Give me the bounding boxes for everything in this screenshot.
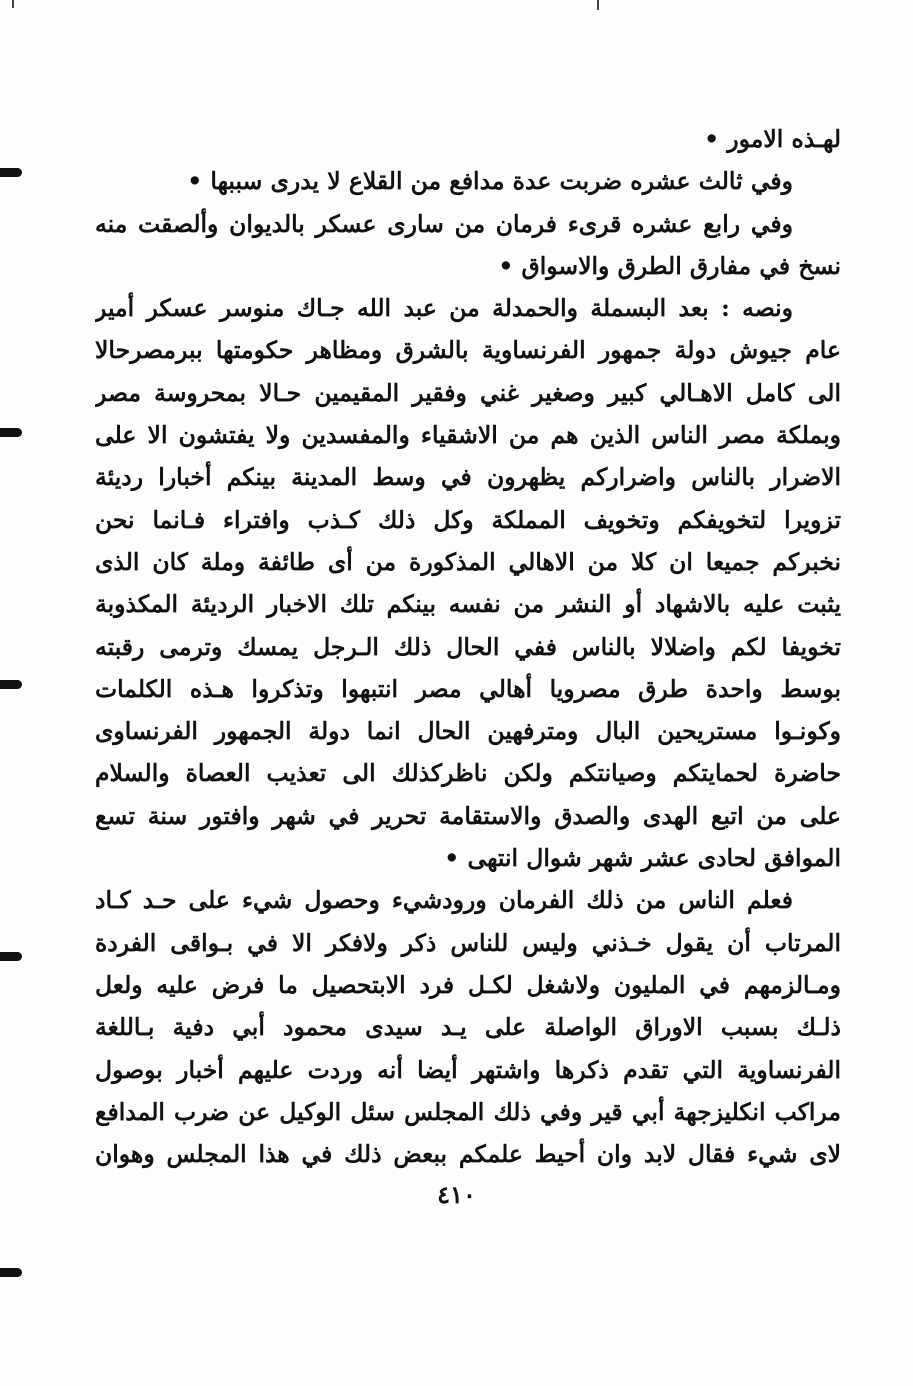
scan-artifact <box>597 0 599 10</box>
text-line: نسخ في مفارق الطرق والاسواق • <box>498 251 841 280</box>
scan-artifact <box>12 0 14 8</box>
text-line: حاضرة لحمايتكم وصيانتكم ولكن ناظركذلك الى تعذيب العصاة والسلام <box>95 759 841 788</box>
text-line: الفرنساوية التي تقدم ذكرها واشتهر أيضا أنه وردت عليهم أخبار بوصول <box>95 1055 841 1084</box>
body-text <box>95 118 841 1175</box>
text-line: تزويرا لتخويفكم وتخويف المملكة وكل ذلك كـذب وافتراء فـانما نحن <box>95 505 841 534</box>
text-line: ذلـك بسبب الاوراق الواصلة على يـد سيدى محمود أبي دفية بـاللغة <box>95 1013 841 1042</box>
text-line: المرتاب أن يقول خـذني وليس للناس ذكر ولافكر الا في بـواقى الفردة <box>95 928 841 957</box>
text-line: تخويفا لكم واضلالا بالناس ففي الحال ذلك الـرجل يمسك وترمى رقبته <box>95 632 841 661</box>
text-line: مراكب انكليزجهة أبي قير وفي ذلك المجلس سئل الوكيل عن ضرب المدافع <box>95 1097 841 1126</box>
binding-hole-mark <box>0 952 22 961</box>
text-line: الموافق لحادى عشر شهر شوال انتهى • <box>444 844 841 873</box>
text-line: عام جيوش دولة جمهور الفرنساوية بالشرق ومظاهر حكومتها ببرمصرحالا <box>95 336 841 365</box>
binding-hole-mark <box>0 428 22 437</box>
text-line: الى كامل الاهـالي كبير وصغير غني وفقير المقيمين حـالا بمحروسة مصر <box>95 378 841 407</box>
text-line: ومـالزمهم في المليون ولاشغل لكـل فرد الابتحصيل ما فرض عليه ولعل <box>95 970 841 999</box>
text-line: وبملكة مصر الناس الذين هم من الاشقياء والمفسدين ولا يفتشون الا على <box>95 421 841 450</box>
text-line: نخبركم جميعا ان كلا من الاهالي المذكورة من أى طائفة وملة كان الذى <box>95 547 841 576</box>
text-line: لاى شيء فقال لابد وان أحيط علمكم ببعض ذلك في هذا المجلس وهوان <box>95 1140 841 1169</box>
binding-hole-mark <box>0 1268 22 1277</box>
text-line: الاضرار بالناس واضراركم يظهرون في وسط المدينة بينكم أخبارا رديئة <box>95 463 841 492</box>
binding-hole-mark <box>0 168 22 177</box>
text-line: فعلم الناس من ذلك الفرمان ورودشيء وحصول شيء على حـد كـاد <box>95 886 793 915</box>
text-line: لهـذه الامور • <box>704 125 841 153</box>
text-line: على من اتبع الهدى والصدق والاستقامة تحرير في شهر وافتور سنة تسع <box>95 801 841 830</box>
text-line: ونصه : بعد البسملة والحمدلة من عبد الله جـاك منوسر عسكر أمير <box>95 294 793 323</box>
text-line: وفي ثالث عشره ضربت عدة مدافع من القلاع لا يدرى سببها • <box>187 167 793 196</box>
text-line: وكونـوا مستريحين البال ومترفهين الحال انما دولة الجمهور الفرنساوى <box>95 717 841 746</box>
text-line: يثبت عليه بالاشهاد أو النشر من نفسه بينكم تلك الاخبار الرديئة المكذوبة <box>95 590 841 619</box>
text-line: وفي رابع عشره قرىء فرمان من سارى عسكر بالديوان وألصقت منه <box>95 209 793 238</box>
page-number: ٤١٠ <box>437 1180 476 1209</box>
binding-hole-mark <box>0 680 22 689</box>
text-line: بوسط واحدة طرق مصرويا أهالي مصر انتبهوا وتذكروا هـذه الكلمات <box>95 674 841 703</box>
